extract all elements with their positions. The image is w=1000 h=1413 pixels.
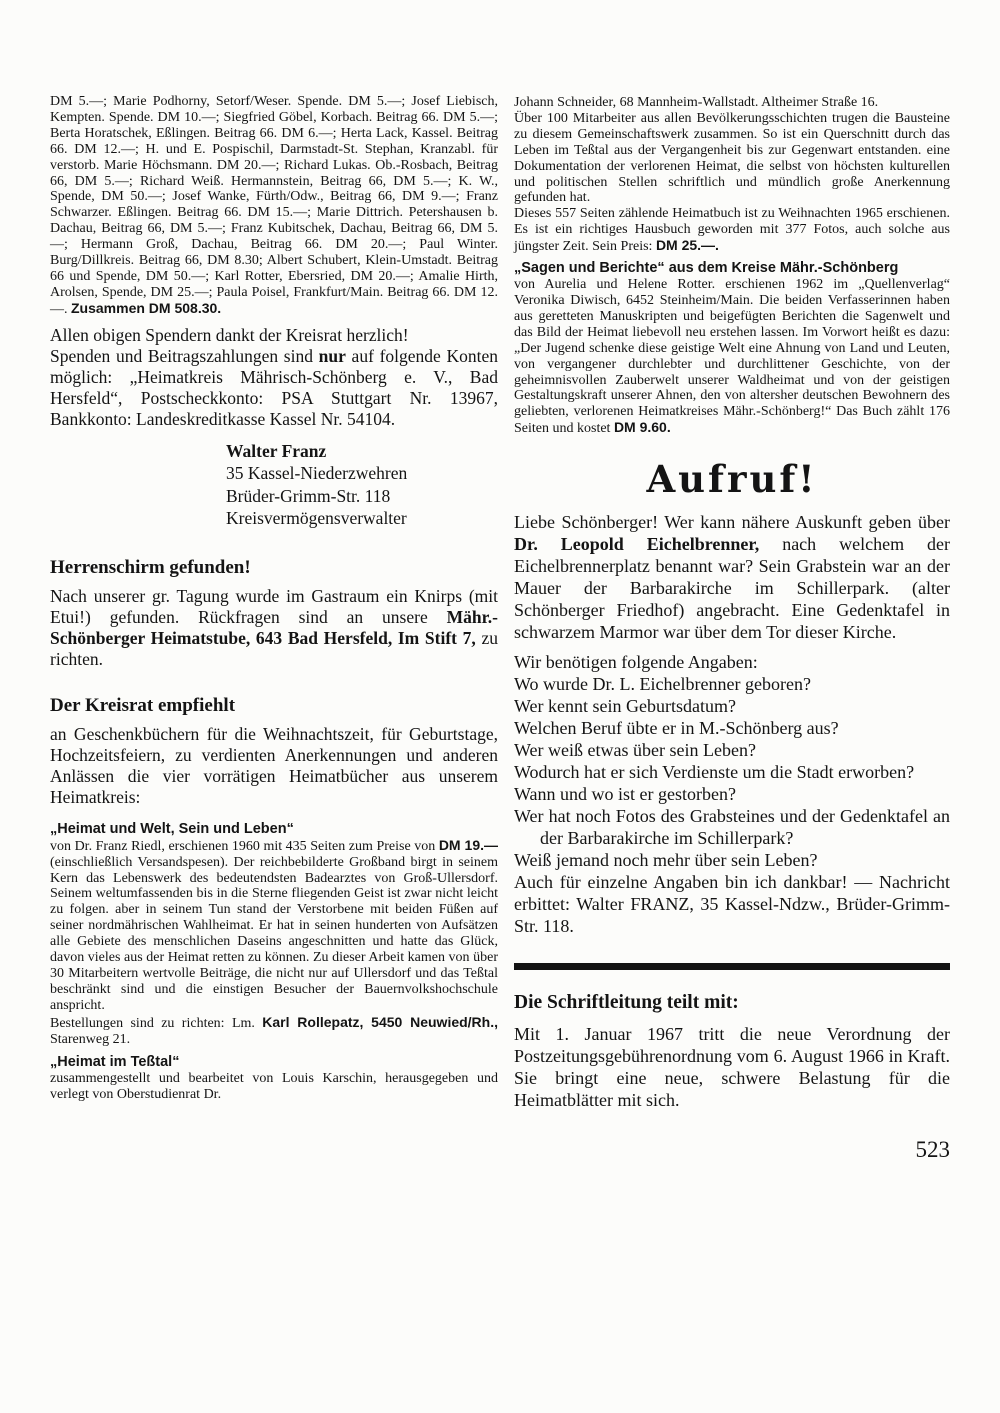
book3-description [514,277,950,437]
book1-orders-contact: Karl Rollepatz, 5450 Neuwied/Rh., [262,1013,498,1030]
found-text-pre: Nach unserer gr. Tagung wurde im Gastraum ein Knirps (mit Etui!) gefunden. Rückfragen sind an unsere [50,585,498,627]
donor-list-text: DM 5.—; Marie Podhorny, Setorf/Weser. Spende. DM 5.—; Josef Liebisch, Kempten. Spende. DM 10.—; Siegfried Göbel, Korbach. Beitrag 66. DM 5.—; Berta Horatschek, Eßlingen. Beitrag 66. DM 6.—; Herta Lack, Kassel. Beitrag 66. DM 12.—; H. und E. Pospischil, Darmstadt-St. Stephan, Kranzabl. für verstorb. Marie Höchsmann. DM 20.—; Richard Lukas. Ob.-Rosbach, Beitrag 66, DM 5.—; Richard Weiß. Hermannstein, Beitrag 66, DM 5.—; K. W., Spende, DM 50.—; Josef Wanke, Fürth/Odw., Beitrag 66, DM 9.—; Franz Schwarzer. Eßlingen. Beitrag 66. DM 15.—; Marie Dittrich. Petershausen b. Dachau, Beitrag 66, DM 5.—; Franz Kubitschek, Dachau, Beitrag 66, DM 5.—; Hermann Groß, Dachau, Beitrag 66. DM 20.—; Paul Winter. Burg/Dillkreis. Beitrag 66, DM 8.30; Albert Schubert, Klein-Umstadt. Beitrag 66 und Spende, DM 50.—; Karl Rotter, Ebersried, DM 20.—; Amalie Hirth, Arolsen, Spende, DM 25.—; Paula Poisel, Frankfurt/Main. Beitrag 66. DM 12.—. [50,94,498,317]
book1-desc-pre: von Dr. Franz Riedl, erschienen 1960 mit 435 Seiten zum Preise von [50,838,439,854]
found-text-post: zu richten. [50,627,498,669]
aufruf-intro-post: nach welchem der Eichelbrennerplatz benannt war? Sein Grabstein war an der Mauer der Barbarakirche im Schillerpark. (alter Schönberger Friedhof) angebracht. Eine Gedenktafel in schwarzem Marmor war über dem Tor dieser Kirche. [514,534,950,643]
book3-title: „Sagen und Berichte“ aus dem Kreise Mähr.-Schönberg [514,260,899,277]
book3-desc-pre: von Aurelia und Helene Rotter. erschienen 1962 im „Quellenverlag“ Veronika Diwisch, 6452 Steinheim/Main. Die beiden Verfasserinnen haben aus geretteten Manuskripten und beigefügten Berichten die Sagenwelt und das Bild der Heimat liebevoll neu erstehen lassen. Im Vorwort heißt es dazu: „Der Jugend schenke diese geistige Welt eine Ahnung von Land und Leuten, von vergangener durchlebter und durchlittener Geschichte, von der geheimnisvollen Zauberwelt unserer Waldheimat und von der geistigen Gestaltungskraft unserer Ahnen, den von altersher deutschen Bewohnern des geliebten, verlorenen Heimatkreises Mähr.-Schönberg!“ Das Buch zählt 176 Seiten und kostet [514,277,950,437]
kreisrat-recommends-heading: Der Kreisrat empfiehlt [50,694,236,716]
found-umbrella-paragraph [50,586,498,670]
book1-desc-post: (einschließlich Versandspesen). Der reichbebilderte Großband birgt in seinem Kern das Lebenswerk des bedeutendsten Badearztes von Groß-Ullersdorf. Seinem weltumfassenden bis in die Sterne fliegenden Geist ist zwar nicht leicht zu folgen. aber in seinem Tun stand der Verstorbene mit beiden Füßen auf seiner nordmährischen Wahlheimat. Er hat in seinen hunderten von Aufsätzen alle Gebiete des menschlichen Daseins angeschnitten und hatte das Glück, davon vieles aus der Heimat retten zu können. Zu dieser Arbeit kamen von über 30 Mitarbeitern wertvolle Beiträge, die nicht nur auf Ullersdorf und das Teßtal beschränkt sind und die einstigen Besucher der Bauernvolkshochschule anspricht. [50,854,498,1013]
section-divider-rule [514,963,950,970]
aufruf-question-8: Weiß jemand noch mehr über sein Leben? [514,850,818,871]
book1-price: DM 19.— [438,836,499,853]
accounts-text-pre: Spenden und Beitragszahlungen sind [50,345,319,366]
editorial-paragraph: Mit 1. Januar 1967 tritt die neue Verordnung der Postzeitungsgebührenordnung vom 6. August 1966 in Kraft. Sie bringt eine neue, schwere Belastung für die Heimatblätter mit sich. [514,1024,950,1111]
aufruf-question-5: Wodurch hat er sich Verdienste um die Stadt erworben? [514,762,915,783]
book2-author-continuation: Johann Schneider, 68 Mannheim-Wallstadt. Altheimer Straße 16. [514,95,879,110]
book2-price: DM 25.—. [655,237,719,254]
aufruf-need-line: Wir benötigen folgende Angaben: [514,652,758,673]
aufruf-question-3: Welchen Beruf übte er in M.-Schönberg aus? [514,718,839,739]
accounts-text-post: auf folgende Konten möglich: „Heimatkreis Mährisch-Schönberg e. V., Bad Hersfeld“, Postscheckkonto: PSA Stuttgart Nr. 13967, Bankkonto: Landeskreditkasse Kassel Nr. 54104. [50,345,498,429]
signature-address-line2: Brüder-Grimm-Str. 118 [226,485,391,506]
aufruf-question-7: Wer hat noch Fotos des Grabsteines und der Gedenktafel an der Barbarakirche im Schillerpark? [514,806,950,849]
signature-name: Walter Franz [226,440,327,461]
book2-description-start: zusammengestellt und bearbeitet von Louis Karschin, herausgegeben und verlegt von Oberstudienrat Dr. [50,1071,498,1103]
book1-orders-pre: Bestellungen sind zu richten: Lm. [50,1015,263,1031]
signature-block [226,440,498,530]
editorial-heading: Die Schriftleitung teilt mit: [514,992,739,1014]
donor-list-paragraph [50,94,498,318]
accounts-paragraph [50,346,498,430]
aufruf-display-heading: Aufruf! [646,457,818,502]
aufruf-question-1: Wo wurde Dr. L. Eichelbrenner geboren? [514,674,811,695]
book1-orders-post: Starenweg 21. [50,1031,131,1047]
book2-title: „Heimat im Teßtal“ [50,1054,180,1071]
aufruf-outro-paragraph: Auch für einzelne Angaben bin ich dankbar! — Nachricht erbittet: Walter FRANZ, 35 Kassel-Ndzw., Brüder-Grimm-Str. 118. [514,872,950,937]
kreisrat-recommends-paragraph: an Geschenkbüchern für die Weihnachtszeit, für Geburtstage, Hochzeitsfeiern, zu verdienten Anerkennungen und anderen Anlässen die vier vorrätigen Heimatbücher aus unserem Heimatkreis: [50,723,498,807]
signature-role: Kreisvermögensverwalter [226,508,407,529]
book2-price-pre: Dieses 557 Seiten zählende Heimatbuch ist zu Weihnachten 1965 erschienen. Es ist ein richtiges Hausbuch geworden mit 377 Fotos, auch solche aus jüngster Zeit. Sein Preis: [514,206,950,255]
book2-price-paragraph [514,206,950,255]
aufruf-intro-paragraph [514,511,950,643]
donor-total: Zusammen DM 508.30. [71,299,222,316]
aufruf-intro-pre: Liebe Schönberger! Wer kann nähere Auskunft geben über [514,512,950,533]
book2-description-continuation: Über 100 Mitarbeiter aus allen Bevölkerungsschichten trugen die Bausteine zu diesem Gemeinschaftswerk zusammen. So ist ein Querschnitt durch das Leben im Teßtal aus der Vergangenheit bis zur Gegenwart entstanden. eine Dokumentation der verlorenen Heimat, die selbst von höchsten kulturellen und politischen Stellen schriftlich und mündlich große Anerkennung gefunden hat. [514,110,950,206]
book1-description [50,838,498,1014]
found-text-bold: Mähr.-Schönberger Heimatstube, 643 Bad Hersfeld, Im Stift 7, [50,606,498,648]
aufruf-question-2: Wer kennt sein Geburtsdatum? [514,696,736,717]
book3-price: DM 9.60. [613,419,671,436]
signature-address-line1: 35 Kassel-Niederzwehren [226,463,408,484]
aufruf-question-6: Wann und wo ist er gestorben? [514,784,736,805]
aufruf-intro-bold-name: Dr. Leopold Eichelbrenner, [514,534,760,555]
book1-orders-paragraph [50,1015,498,1048]
thanks-paragraph: Allen obigen Spendern dankt der Kreisrat herzlich! [50,324,409,345]
page-number: 523 [915,1137,950,1163]
aufruf-question-4: Wer weiß etwas über sein Leben? [514,740,756,761]
found-umbrella-heading: Herrenschirm gefunden! [50,556,251,578]
right-column [514,95,950,1163]
left-column [50,94,498,1103]
book1-title: „Heimat und Welt, Sein und Leben“ [50,820,294,837]
accounts-bold-nur: nur [318,345,346,366]
